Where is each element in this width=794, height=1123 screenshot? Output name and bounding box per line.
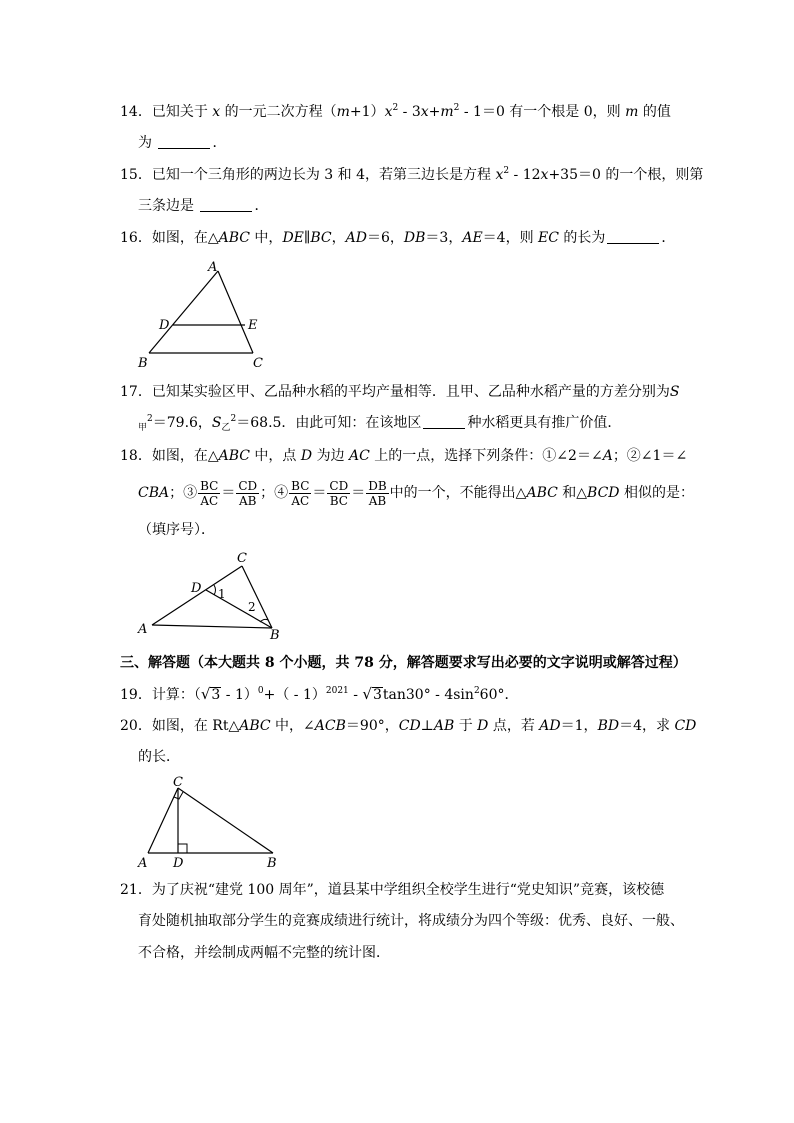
q15-line1: 15．已知一个三角形的两边长为 3 和 4，若第三边长是方程 $x^2 - 12x+35=0$ 的一个根，则第 bbox=[120, 166, 704, 183]
q18-label-b: B bbox=[270, 628, 280, 643]
q20-label-b: B bbox=[267, 856, 277, 871]
q18-fraction-cd-ab: $\frac{CD}{AB}$ bbox=[238, 478, 258, 508]
q16-side-ab bbox=[149, 271, 218, 353]
q14-line1: 14．已知关于 x 的一元二次方程$(m+1)x^2 - 3x+m^2 - 1=0$ 有一个根是 0，则 m 的值 bbox=[120, 103, 671, 120]
q18-label-a: A bbox=[138, 622, 148, 637]
q15-answer-blank[interactable] bbox=[200, 197, 252, 212]
q14-answer-blank[interactable] bbox=[158, 134, 210, 149]
q18-triangle-figure bbox=[130, 548, 290, 643]
q14-line2: 为 ． bbox=[138, 135, 227, 151]
q18-angle-1-arc bbox=[214, 585, 216, 595]
q20-right-triangle-figure bbox=[130, 775, 290, 870]
q18-label-1: 1 bbox=[218, 587, 226, 601]
q16-line1: 16．如图，在△ABC 中，DE∥BC，AD＝6，DB＝3，AE＝4，则 EC 的长为 ． bbox=[120, 230, 676, 246]
q16-triangle-figure bbox=[130, 255, 280, 375]
q16-number: 16． bbox=[120, 230, 152, 246]
q16-label-b: B bbox=[138, 356, 148, 371]
q15-line2: 三条边是 ． bbox=[138, 198, 269, 214]
q21-line3: 不合格，并绘制成两幅不完整的统计图． bbox=[138, 945, 390, 961]
q21-line2: 育处随机抽取部分学生的竞赛成绩进行统计，将成绩分为四个等级：优秀、良好、一般、 bbox=[138, 913, 684, 929]
q18-side-ab bbox=[152, 625, 272, 628]
section-3-heading: 三、解答题（本大题共 8 个小题，共 78 分，解答题要求写出必要的文字说明或解答过程） bbox=[120, 655, 687, 671]
q14-number: 14． bbox=[120, 104, 152, 120]
q18-label-c: C bbox=[237, 551, 247, 566]
q18-line3: （填序号）． bbox=[138, 522, 215, 538]
q19-line1: 19．计算：$(√3 - 1)^0+( - 1)^{2021} - √3\tan 30^\circ - 4\sin^260^\circ$． bbox=[120, 685, 519, 703]
q18-fraction-db-ab: $\frac{DB}{AB}$ bbox=[368, 478, 387, 508]
q18-segment-db bbox=[206, 590, 272, 628]
q18-label-d: D bbox=[191, 581, 202, 596]
q18-label-2: 2 bbox=[248, 600, 256, 614]
q20-right-angle-mark-d bbox=[178, 844, 187, 853]
q18-fraction-cd-bc: $\frac{CD}{BC}$ bbox=[329, 478, 349, 508]
q18-line2: CBA；③ $\frac{BC}{AC}$ ＝ $\frac{CD}{AB}$ ；④ $\frac{BC}{AC}$ ＝ $\frac{CD}{BC}$ ＝ $\frac{DB}{AB}$ 中的一个，不能得出△ABC 和△BCD 相似的是： bbox=[138, 478, 694, 508]
q20-number: 20． bbox=[120, 718, 152, 734]
q16-side-ac bbox=[218, 271, 253, 353]
q20-side-cb bbox=[178, 788, 273, 853]
q18-fraction-bc-ac: $\frac{BC}{AC}$ bbox=[200, 478, 219, 508]
q16-label-e: E bbox=[248, 318, 258, 333]
q17-line2: $_甲^2$＝79.6，$S_乙^2=68.5$．由此可知：在该地区 种水稻更具有推广价值． bbox=[138, 414, 622, 433]
q17-line1: 17．已知某实验区甲、乙品种水稻的平均产量相等．且甲、乙品种水稻产量的方差分别为S bbox=[120, 384, 680, 400]
q21-line1: 21．为了庆祝“建党 100 周年”，道县某中学组织全校学生进行“党史知识”竞赛，该校德 bbox=[120, 882, 665, 898]
q20-label-d: D bbox=[173, 856, 184, 871]
q20-line2: 的长． bbox=[138, 749, 180, 765]
q17-answer-blank[interactable] bbox=[423, 414, 465, 429]
q20-label-a: A bbox=[138, 856, 148, 871]
q15-number: 15． bbox=[120, 167, 152, 183]
q18-line1: 18．如图，在△ABC 中，点 D 为边 AC 上的一点，选择下列条件：①∠2＝∠A；②∠1＝∠ bbox=[120, 448, 688, 464]
q20-label-c: C bbox=[173, 775, 183, 790]
q17-number: 17． bbox=[120, 384, 152, 400]
q20-side-ca bbox=[148, 788, 178, 853]
q21-number: 21． bbox=[120, 882, 152, 898]
q16-answer-blank[interactable] bbox=[607, 229, 659, 244]
q16-label-a: A bbox=[208, 260, 218, 275]
q16-label-c: C bbox=[253, 356, 263, 371]
q19-number: 19． bbox=[120, 687, 152, 703]
q16-label-d: D bbox=[159, 318, 170, 333]
q18-number: 18． bbox=[120, 448, 152, 464]
q20-line1: 20．如图，在 Rt△ABC 中，∠ACB＝90°，CD⊥AB 于 D 点，若 AD＝1，BD＝4，求 CD bbox=[120, 718, 697, 734]
q18-fraction-bc-ac-2: $\frac{BC}{AC}$ bbox=[291, 478, 310, 508]
